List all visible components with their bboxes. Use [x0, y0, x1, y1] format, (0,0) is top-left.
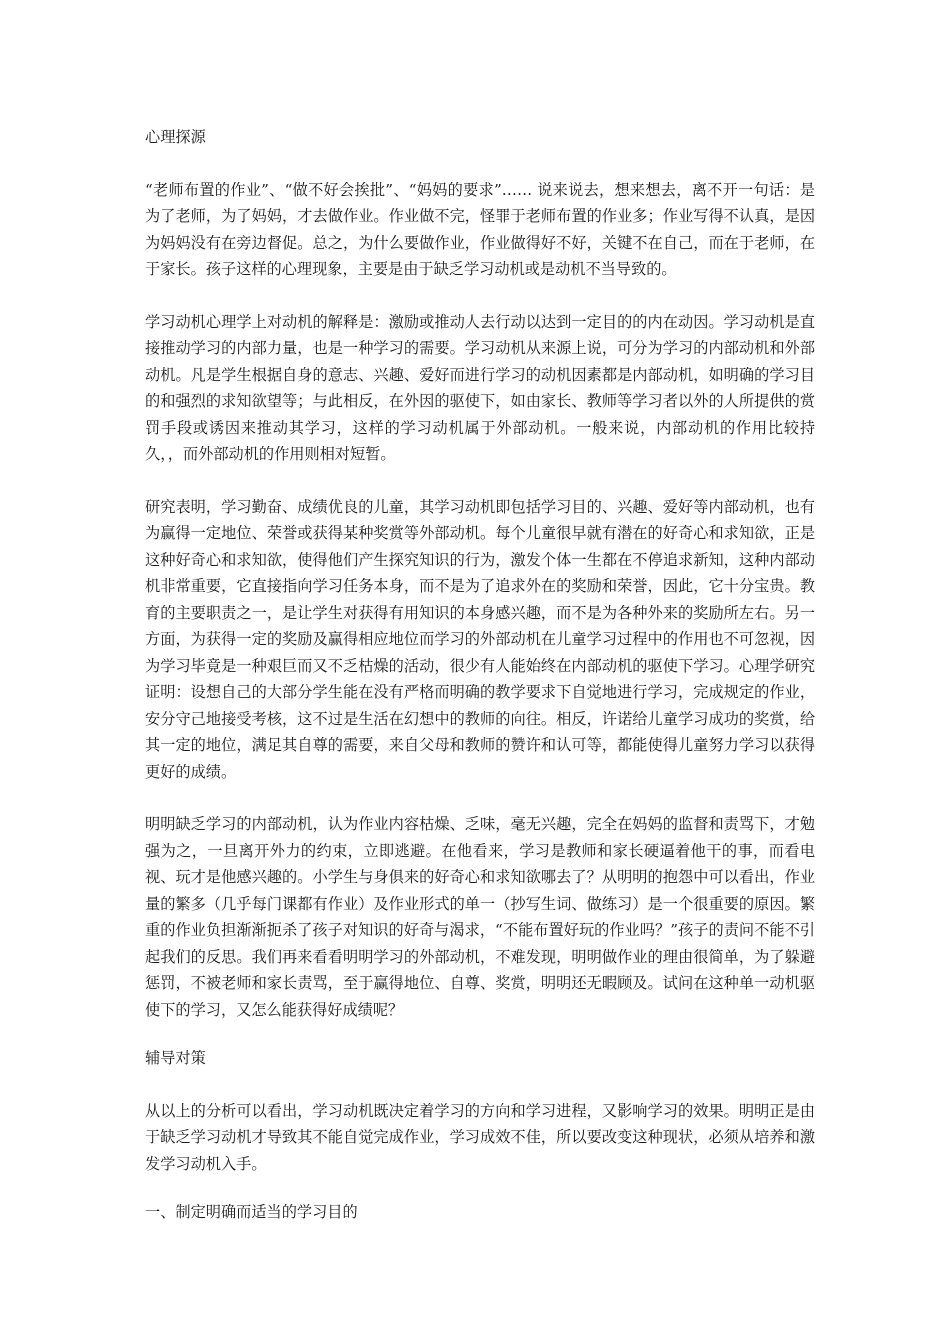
- paragraph-learning-motivation-definition: 学习动机心理学上对动机的解释是：激励或推动人去行动以达到一定目的的内在动因。学习动机是直接推动学习的内部力量，也是一种学习的需要。学习动机从来源上说，可分为学习的内部动机和外部动机。凡是学生根据自身的意志、兴趣、爱好而进行学习的动机因素都是内部动机，如明确的学习目的和强烈的求知欲望等；与此相反，在外因的驱使下，如由家长、教师等学习者以外的人所提供的赏罚手段或诱因来推动其学习，这样的学习动机属于外部动机。一般来说，内部动机的作用比较持久，，而外部动机的作用则相对短暂。: [145, 312, 815, 463]
- document-page: [145, 124, 815, 1252]
- paragraph-mingming-analysis: 明明缺乏学习的内部动机，认为作业内容枯燥、乏味，毫无兴趣，完全在妈妈的监督和责骂下，才勉强为之，一旦离开外力的约束，立即逃避。在他看来，学习是教师和家长硬逼着他干的事，而看电视、玩才是他感兴趣的。小学生与身俱来的好奇心和求知欲哪去了？从明明的抱怨中可以看出，作业量的繁多（几乎每门课都有作业）及作业形式的单一（抄写生词、做练习）是一个很重要的原因。繁重的作业负担渐渐扼杀了孩子对知识的好奇与渴求，“不能布置好玩的作业吗？”孩子的责问不能不引起我们的反思。我们再来看看明明学习的外部动机，不难发现，明明做作业的理由很简单，为了躲避惩罚，不被老师和家长责骂，至于赢得地位、自尊、奖赏，明明还无暇顾及。试问在这种单一动机驱使下的学习，又怎么能获得好成绩呢？: [145, 815, 815, 1019]
- paragraph-homework-excuses: “老师布置的作业”、“做不好会挨批”、“妈妈的要求”…… 说来说去，想来想去，离不开一句话：是为了老师，为了妈妈，才去做作业。作业做不完，怪罪于老师布置的作业多；作业写得不认真，是因为妈妈没有在旁边督促。总之，为什么要做作业，作业做得好不好，关键不在自己，而在于老师，在于家长。孩子这样的心理现象，主要是由于缺乏学习动机或是动机不当导致的。: [145, 180, 815, 278]
- section-heading-counseling-strategy: 辅导对策: [145, 1049, 206, 1067]
- paragraph-strategy-intro: 从以上的分析可以看出，学习动机既决定着学习的方向和学习进程，又影响学习的效果。明明正是由于缺乏学习动机才导致其不能自觉完成作业，学习成效不佳，所以要改变这种现状，必须从培养和激发学习动机入手。: [145, 1101, 815, 1173]
- paragraph-research-findings: 研究表明，学习勤奋、成绩优良的儿童，其学习动机即包括学习目的、兴趣、爱好等内部动机，也有为赢得一定地位、荣誉或获得某种奖赏等外部动机。每个儿童很早就有潜在的好奇心和求知欲，正是这种好奇心和求知欲，使得他们产生探究知识的行为，激发个体一生都在不停追求新知，这种内部动机非常重要，它直接指向学习任务本身，而不是为了追求外在的奖励和荣誉，因此，它十分宝贵。教育的主要职责之一，是让学生对获得有用知识的本身感兴趣，而不是为各种外来的奖励所左右。另一方面，为获得一定的奖励及赢得相应地位而学习的外部动机在儿童学习过程中的作用也不可忽视，因为学习毕竟是一种艰巨而又不乏枯燥的活动，很少有人能始终在内部动机的驱使下学习。心理学研究证明：设想自己的大部分学生能在没有严格而明确的教学要求下自觉地进行学习，完成规定的作业，安分守己地接受考核，这不过是生活在幻想中的教师的向往。相反，许诺给儿童学习成功的奖赏，给其一定的地位，满足其自尊的需要，来自父母和教师的赞许和认可等，都能使得儿童努力学习以获得更好的成绩。: [145, 497, 815, 781]
- section-heading-psychology-origin: 心理探源: [145, 128, 206, 146]
- subheading-set-clear-goals: 一、制定明确而适当的学习目的: [145, 1203, 358, 1221]
